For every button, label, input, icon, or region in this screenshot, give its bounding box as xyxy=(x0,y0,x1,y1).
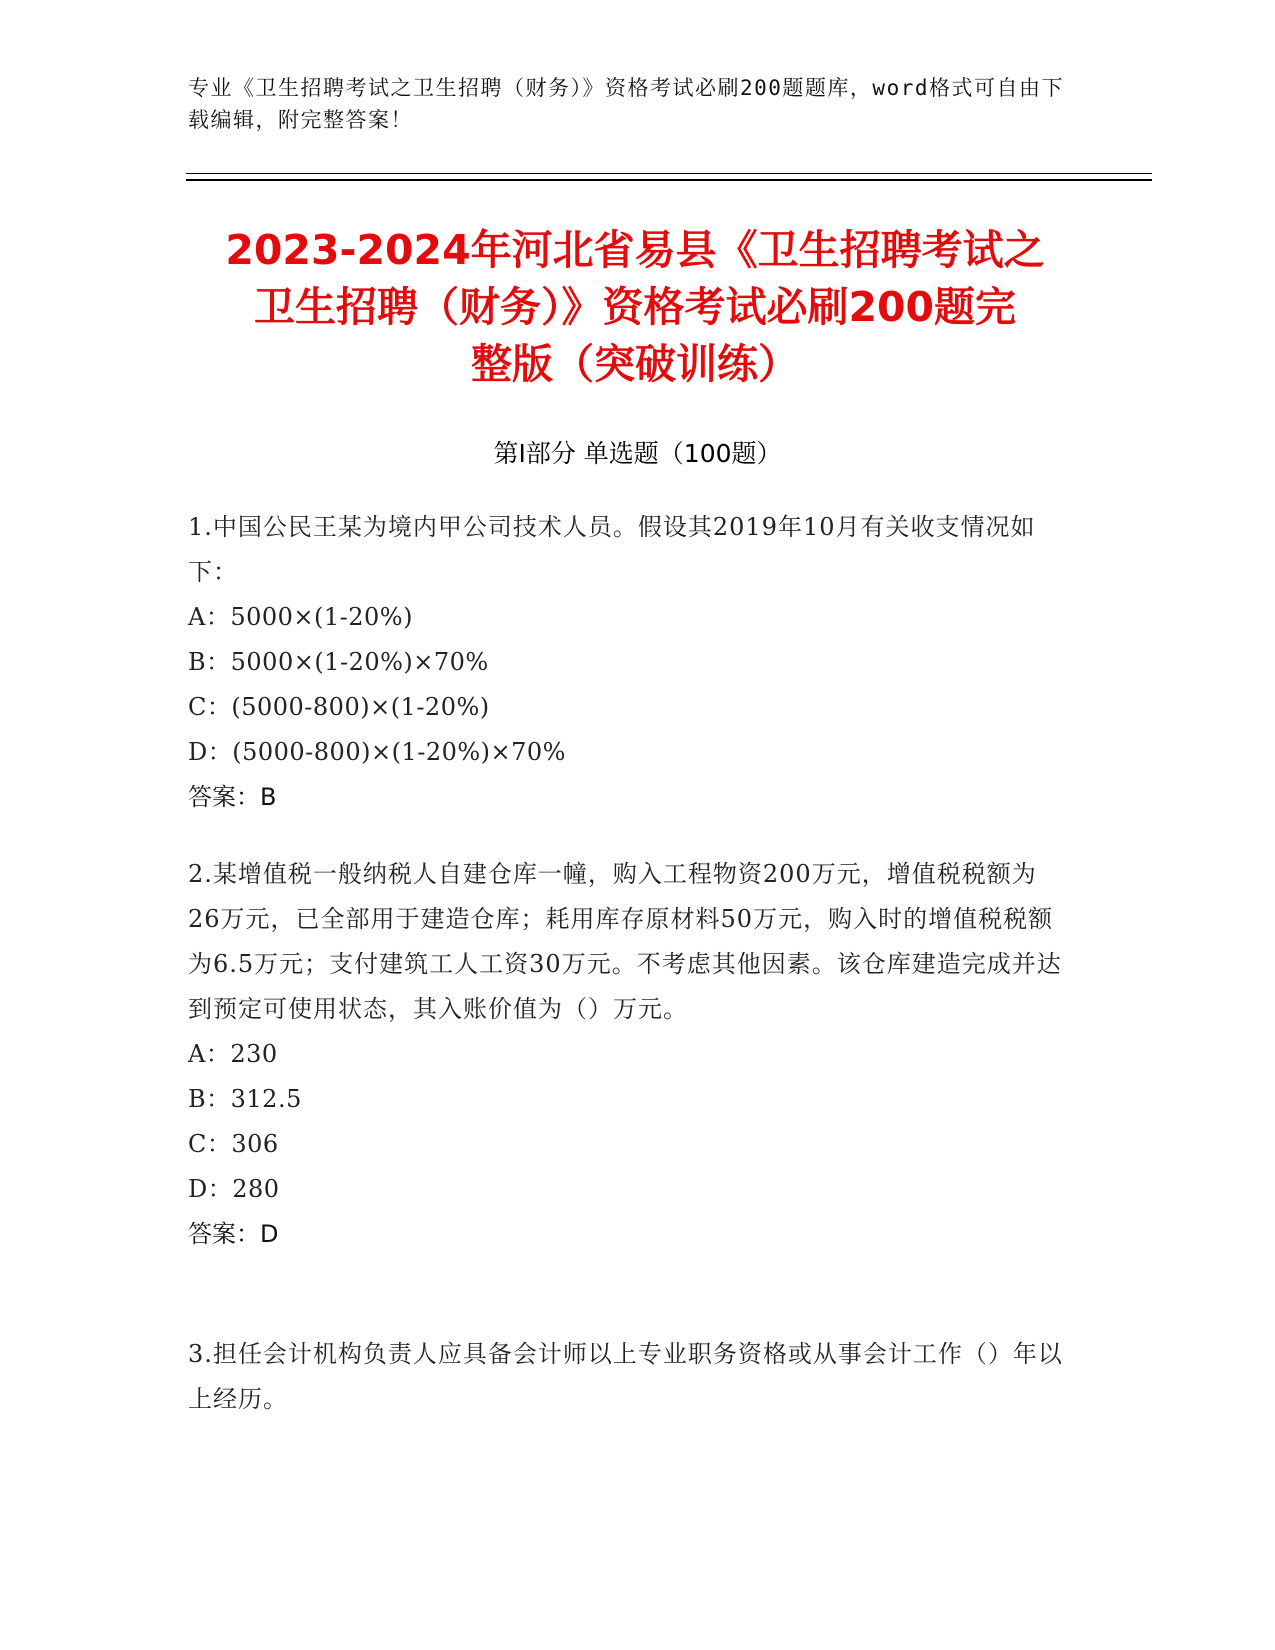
title-line-1: 2023-2024年河北省易县《卫生招聘考试之 xyxy=(225,226,1045,274)
option-b: B：312.5 xyxy=(188,1085,302,1113)
title-line-2: 卫生招聘（财务）》资格考试必刷200题完 xyxy=(253,283,1017,331)
question-3 xyxy=(188,1332,1068,1422)
option-b: B：5000×(1-20%)×70% xyxy=(188,648,489,676)
option-c: C：306 xyxy=(188,1130,279,1158)
question-stem: 2.某增值税一般纳税人自建仓库一幢，购入工程物资200万元，增值税税额为26万元，已全部用于建造仓库；耗用库存原材料50万元，购入时的增值税税额为6.5万元；支付建筑工人工资30万元。不考虑其他因素。该仓库建造完成并达到预定可使用状态，其入账价值为（）万元。 xyxy=(188,860,1062,1023)
title-line-3: 整版（突破训练） xyxy=(471,340,799,388)
question-stem: 1.中国公民王某为境内甲公司技术人员。假设其2019年10月有关收支情况如下： xyxy=(188,513,1036,586)
header-divider-thick xyxy=(186,179,1152,181)
option-c: C：(5000-800)×(1-20%) xyxy=(188,693,490,721)
question-stem: 3.担任会计机构负责人应具备会计师以上专业职务资格或从事会计工作（）年以上经历。 xyxy=(188,1340,1063,1413)
answer: 答案：D xyxy=(188,1220,279,1248)
option-a: A：230 xyxy=(188,1040,278,1068)
intro-text: 专业《卫生招聘考试之卫生招聘（财务）》资格考试必刷200题题库，word格式可自由下载编辑，附完整答案！ xyxy=(188,76,1064,132)
option-a: A：5000×(1-20%) xyxy=(188,603,413,631)
document-title xyxy=(180,222,1090,393)
question-1 xyxy=(188,505,1068,820)
section-heading: 第I部分 单选题（100题） xyxy=(493,439,782,468)
option-d: D：(5000-800)×(1-20%)×70% xyxy=(188,738,566,766)
header-divider-thin xyxy=(186,173,1152,174)
option-d: D：280 xyxy=(188,1175,280,1203)
question-2 xyxy=(188,852,1068,1257)
answer: 答案：B xyxy=(188,783,277,811)
